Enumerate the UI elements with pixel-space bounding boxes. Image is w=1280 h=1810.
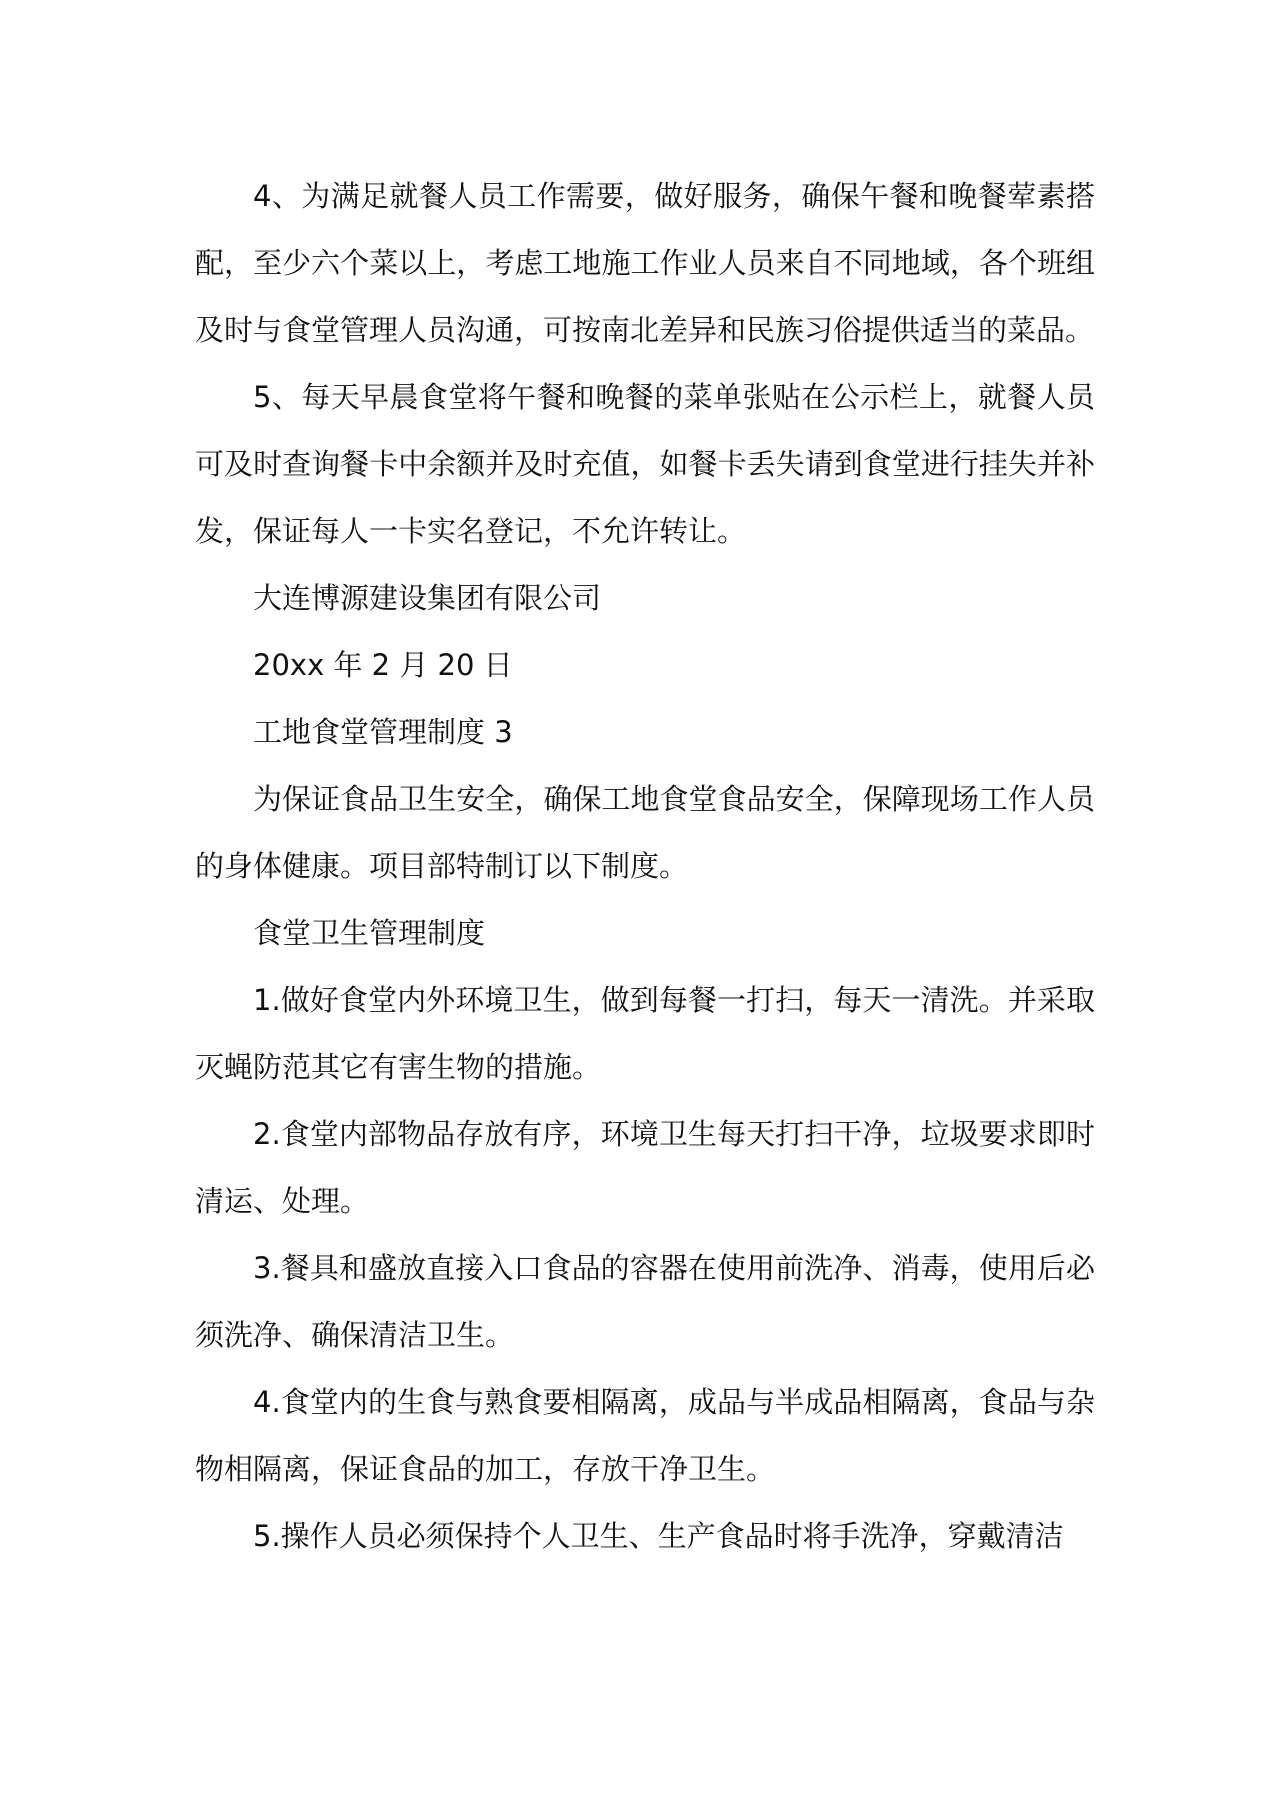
subsection-title: 食堂卫生管理制度 [253, 916, 486, 950]
company-signature: 大连博源建设集团有限公司 [253, 581, 602, 615]
rule-item-1: 1.做好食堂内外环境卫生，做到每餐一打扫，每天一清洗。并采取灭蝇防范其它有害生物的措施。 [195, 983, 1095, 1084]
rule-item-4: 4.食堂内的生食与熟食要相隔离，成品与半成品相隔离，食品与杂物相隔离，保证食品的加工，存放干净卫生。 [195, 1385, 1095, 1486]
paragraph-meal-card: 5、每天早晨食堂将午餐和晚餐的菜单张贴在公示栏上，就餐人员可及时查询餐卡中余额并及时充值，如餐卡丢失请到食堂进行挂失并补发，保证每人一卡实名登记，不允许转让。 [195, 380, 1095, 548]
document-body [195, 163, 1095, 1570]
rule-item-3: 3.餐具和盛放直接入口食品的容器在使用前洗净、消毒，使用后必须洗净、确保清洁卫生。 [195, 1251, 1095, 1352]
document-date: 20xx 年 2 月 20 日 [253, 648, 513, 682]
rule-item-5: 5.操作人员必须保持个人卫生、生产食品时将手洗净，穿戴清洁 [253, 1519, 1064, 1553]
rule-item-2: 2.食堂内部物品存放有序，环境卫生每天打扫干净，垃圾要求即时清运、处理。 [195, 1117, 1095, 1218]
paragraph-intro: 为保证食品卫生安全，确保工地食堂食品安全，保障现场工作人员的身体健康。项目部特制订以下制度。 [195, 782, 1095, 883]
section-title: 工地食堂管理制度 3 [253, 715, 513, 749]
paragraph-menu-requirements: 4、为满足就餐人员工作需要，做好服务，确保午餐和晚餐荤素搭配，至少六个菜以上，考虑工地施工作业人员来自不同地域，各个班组及时与食堂管理人员沟通，可按南北差异和民族习俗提供适当的菜品。 [195, 179, 1095, 347]
